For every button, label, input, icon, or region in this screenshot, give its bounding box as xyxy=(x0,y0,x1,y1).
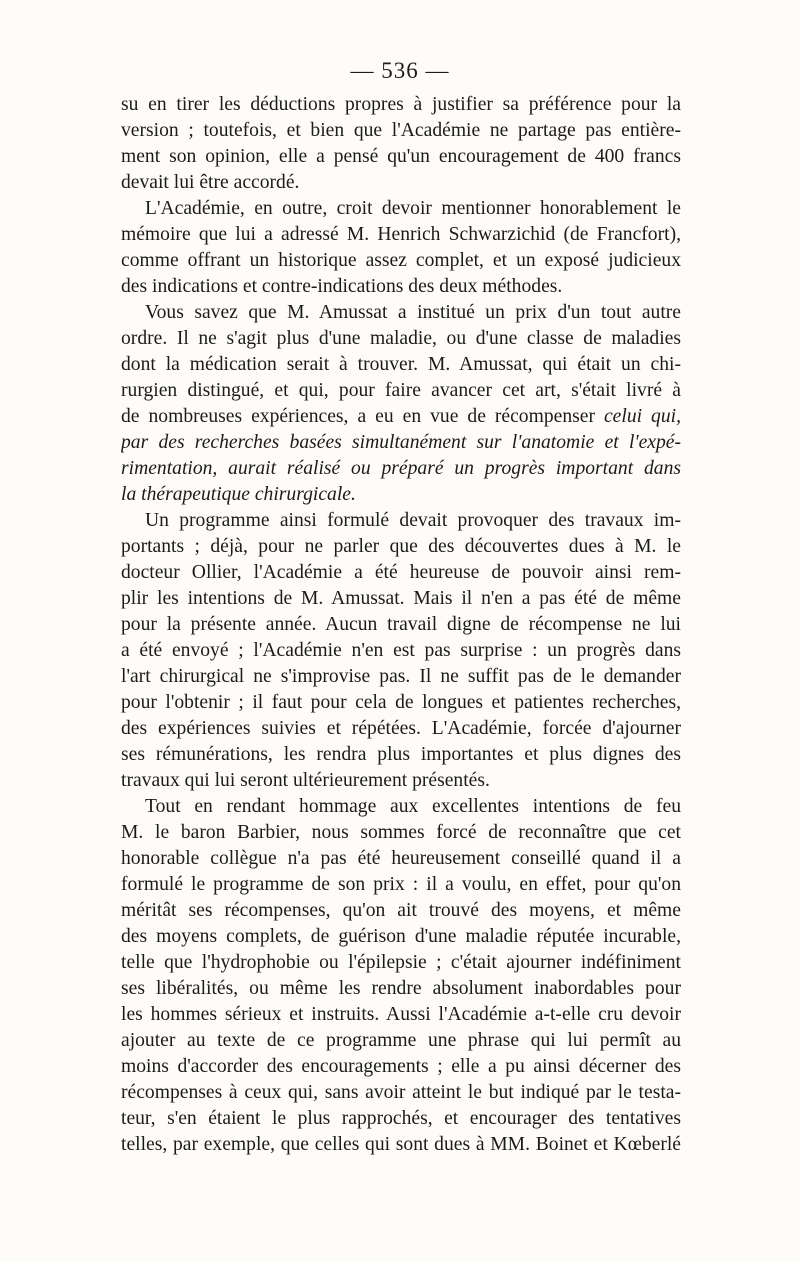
text-line: M. le baron Barbier, nous sommes forcé de reconnaître que cet xyxy=(121,822,681,843)
text-line: méritât ses récompenses, qu'on ait trouvé des moyens, et même xyxy=(121,900,681,921)
text-line: les hommes sérieux et instruits. Aussi l'Académie a-t-elle cru devoir xyxy=(121,1004,681,1025)
text-line: telle que l'hydrophobie ou l'épilepsie ; c'était ajourner indéfiniment xyxy=(121,952,681,973)
body-text xyxy=(121,92,681,1158)
text-line: rurgien distingué, et qui, pour faire avancer cet art, s'était livré à xyxy=(121,380,681,401)
text-line: a été envoyé ; l'Académie n'en est pas surprise : un progrès dans xyxy=(121,640,681,661)
text-line: rimentation, aurait réalisé ou préparé un progrès important dans xyxy=(121,458,681,479)
text-line: la thérapeutique chirurgicale. xyxy=(121,484,356,505)
text-line: dont la médication serait à trouver. M. Amussat, qui était un chi- xyxy=(121,354,681,375)
text-line: L'Académie, en outre, croit devoir mentionner honorablement le xyxy=(145,198,681,219)
text-line: ment son opinion, elle a pensé qu'un encouragement de 400 francs xyxy=(121,146,681,167)
text-line: Un programme ainsi formulé devait provoquer des travaux im- xyxy=(145,510,681,531)
text-line: honorable collègue n'a pas été heureusement conseillé quand il a xyxy=(121,848,681,869)
text-line: mémoire que lui a adressé M. Henrich Schwarzichid (de Francfort), xyxy=(121,224,681,245)
text-line-italic-part: celui qui, xyxy=(603,406,681,427)
text-line: pour l'obtenir ; il faut pour cela de longues et patientes recherches, xyxy=(121,692,681,713)
text-line: pour la présente année. Aucun travail digne de récompense ne lui xyxy=(121,614,681,635)
text-line: docteur Ollier, l'Académie a été heureuse de pouvoir ainsi rem- xyxy=(121,562,681,583)
text-line: telles, par exemple, que celles qui sont dues à MM. Boinet et Kœberlé xyxy=(121,1134,681,1155)
text-line: Tout en rendant hommage aux excellentes intentions de feu xyxy=(145,796,681,817)
text-line: Vous savez que M. Amussat a institué un prix d'un tout autre xyxy=(145,302,681,323)
text-line: ses libéralités, ou même les rendre absolument inabordables pour xyxy=(121,978,681,999)
text-line: par des recherches basées simultanément sur l'anatomie et l'expé- xyxy=(121,432,681,453)
text-line: moins d'accorder des encouragements ; elle a pu ainsi décerner des xyxy=(121,1056,681,1077)
text-line: ses rémunérations, les rendra plus importantes et plus dignes des xyxy=(121,744,681,765)
page-number: — 536 — xyxy=(350,58,450,83)
text-line: version ; toutefois, et bien que l'Académie ne partage pas entière- xyxy=(121,120,681,141)
text-line: comme offrant un historique assez complet, et un exposé judicieux xyxy=(121,250,681,271)
text-line: portants ; déjà, pour ne parler que des découvertes dues à M. le xyxy=(121,536,681,557)
text-line: plir les intentions de M. Amussat. Mais il n'en a pas été de même xyxy=(121,588,681,609)
text-line: des indications et contre-indications des deux méthodes. xyxy=(121,276,563,297)
text-line: travaux qui lui seront ultérieurement présentés. xyxy=(121,770,490,791)
text-line: teur, s'en étaient le plus rapprochés, et encourager des tentatives xyxy=(121,1108,681,1129)
text-line: l'art chirurgical ne s'improvise pas. Il ne suffit pas de le demander xyxy=(121,666,681,687)
text-line: ordre. Il ne s'agit plus d'une maladie, ou d'une classe de maladies xyxy=(121,328,681,349)
text-line: des expériences suivies et répétées. L'Académie, forcée d'ajourner xyxy=(121,718,681,739)
text-line-roman-part: de nombreuses expériences, a eu en vue de récompenser xyxy=(121,406,604,427)
text-line: su en tirer les déductions propres à justifier sa préférence pour la xyxy=(121,94,681,115)
text-line: ajouter au texte de ce programme une phrase qui lui permît au xyxy=(121,1030,681,1051)
text-line: récompenses à ceux qui, sans avoir atteint le but indiqué par le testa- xyxy=(121,1082,681,1103)
text-line: devait lui être accordé. xyxy=(121,172,300,193)
text-line: formulé le programme de son prix : il a voulu, en effet, pour qu'on xyxy=(121,874,681,895)
text-line: des moyens complets, de guérison d'une maladie réputée incurable, xyxy=(121,926,681,947)
text-line xyxy=(121,404,681,430)
